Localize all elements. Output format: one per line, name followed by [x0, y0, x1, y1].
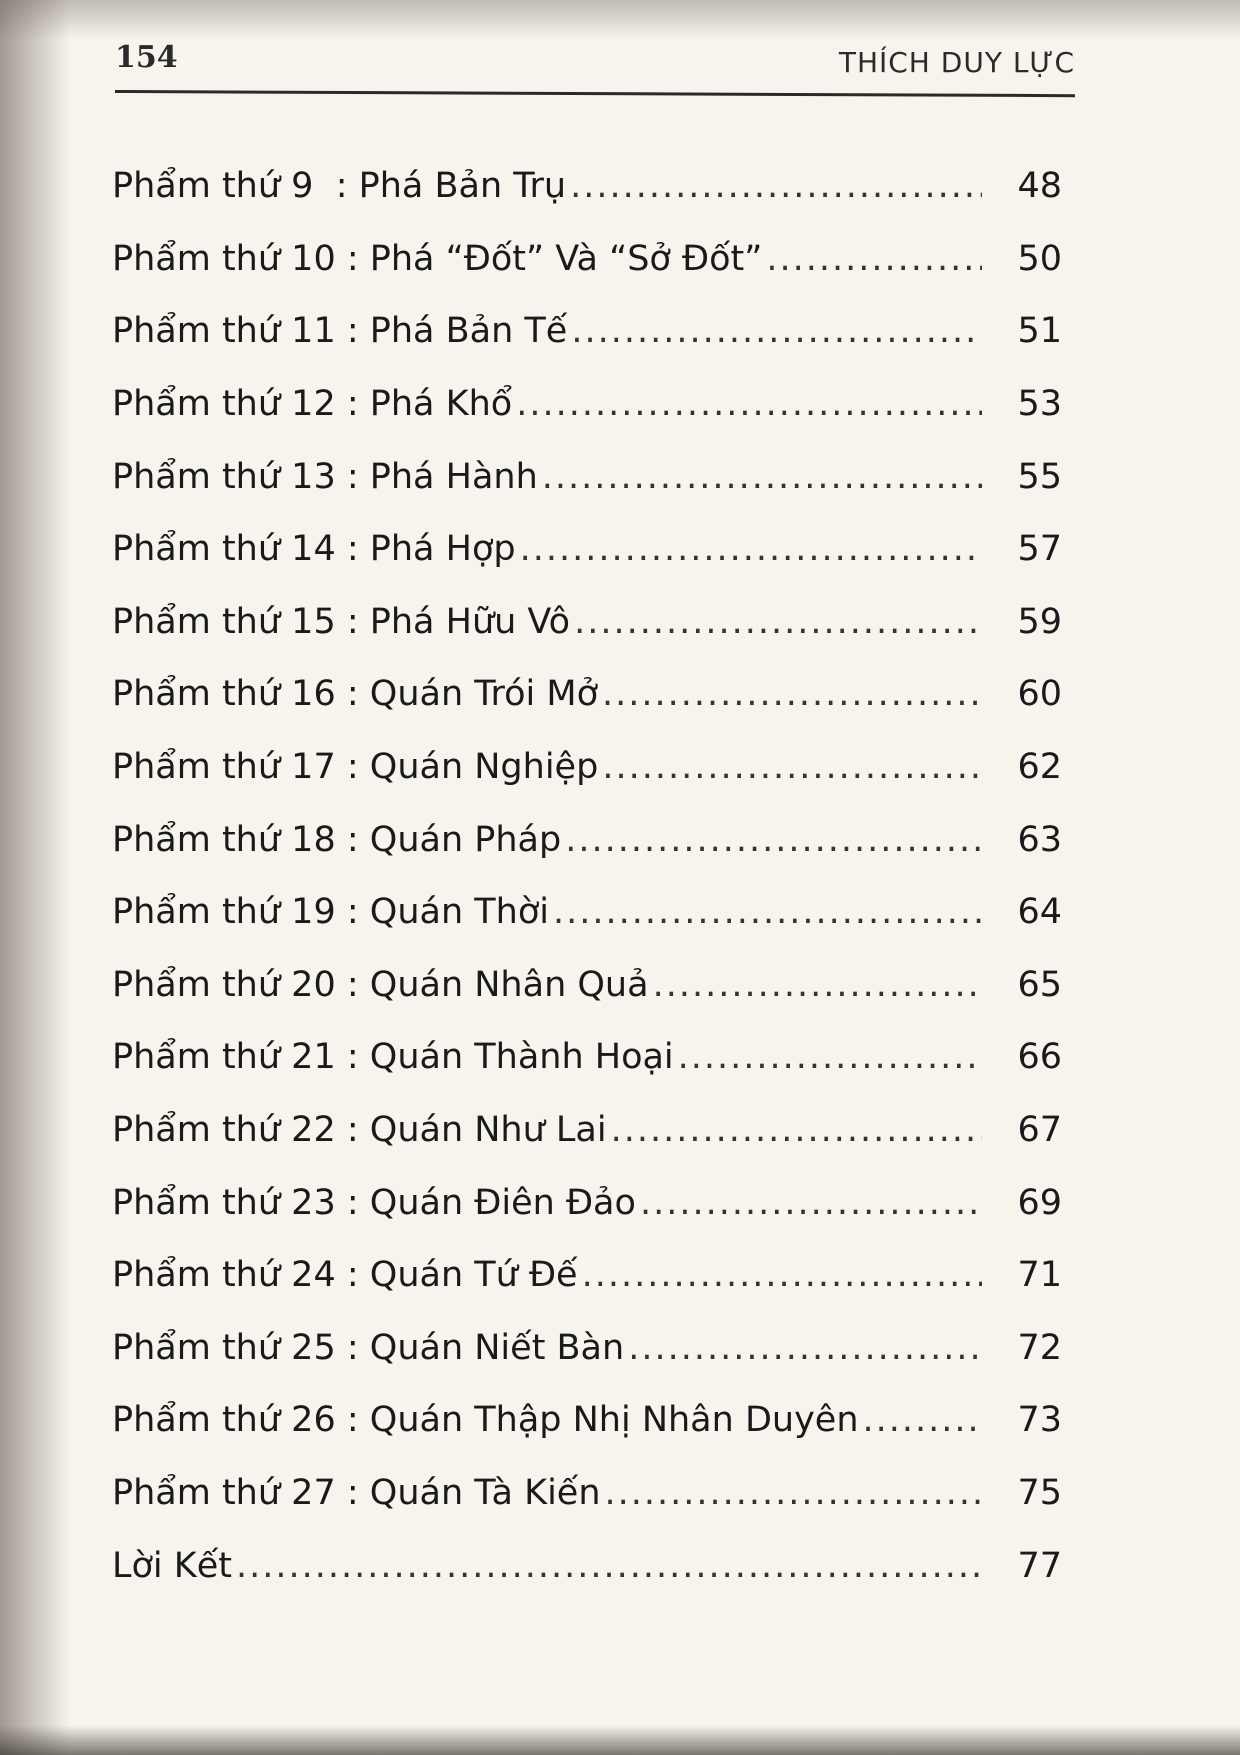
toc-leader — [571, 311, 982, 351]
toc-separator: : — [335, 1327, 370, 1368]
page-shadow-bottom — [0, 1725, 1240, 1755]
toc-separator: : — [335, 1037, 370, 1078]
toc-title: Lời Kết — [112, 1545, 232, 1586]
toc-label: Phẩm thứ 9 — [112, 166, 314, 207]
toc-separator: : — [335, 529, 370, 570]
toc-title: Phá Khổ — [369, 384, 513, 425]
toc-leader — [516, 384, 982, 424]
toc-leader — [553, 892, 982, 932]
toc-page: 48 — [1017, 166, 1062, 207]
toc-separator: : — [335, 238, 370, 279]
toc-leader — [605, 1473, 982, 1513]
toc-label: Phẩm thứ 26 — [112, 1400, 336, 1441]
toc-row — [112, 1529, 1062, 1602]
toc-leader — [236, 1546, 982, 1586]
toc-row — [112, 1094, 1062, 1167]
toc-label: Phẩm thứ 19 — [112, 892, 336, 933]
toc-title: Quán Niết Bàn — [369, 1327, 625, 1368]
toc-leader — [611, 1110, 982, 1150]
toc-label: Phẩm thứ 15 — [112, 601, 336, 642]
toc-separator: : — [313, 166, 359, 207]
toc-label: Phẩm thứ 18 — [112, 819, 336, 860]
toc-page: 60 — [1017, 674, 1062, 715]
page-shadow-left — [0, 0, 70, 1755]
page-shadow-top — [0, 0, 1240, 40]
toc-leader — [640, 1183, 982, 1223]
toc-row — [112, 731, 1062, 804]
toc-separator: : — [335, 1110, 370, 1151]
toc-leader — [628, 1328, 982, 1368]
toc-title: Quán Pháp — [369, 819, 562, 860]
toc-leader — [520, 529, 982, 569]
toc-row — [112, 1239, 1062, 1312]
toc-page: 55 — [1017, 456, 1062, 497]
toc-title: Quán Tà Kiến — [369, 1472, 601, 1513]
toc-row — [112, 1457, 1062, 1530]
toc-page: 51 — [1017, 311, 1062, 352]
toc-page: 73 — [1017, 1400, 1062, 1441]
page-header — [115, 40, 1075, 96]
toc-page: 75 — [1017, 1472, 1062, 1513]
toc-label: Phẩm thứ 10 — [112, 238, 336, 279]
toc-label: Phẩm thứ 20 — [112, 964, 336, 1005]
toc-leader — [565, 820, 982, 860]
toc-row — [112, 949, 1062, 1022]
toc-leader — [542, 457, 982, 497]
toc-row — [112, 150, 1062, 223]
toc-row — [112, 586, 1062, 659]
toc-page: 71 — [1017, 1255, 1062, 1296]
toc-page: 57 — [1017, 529, 1062, 570]
toc-title: Phá Hợp — [369, 529, 516, 570]
toc-row — [112, 658, 1062, 731]
toc-leader — [766, 239, 982, 279]
toc-leader — [582, 1255, 982, 1295]
table-of-contents — [112, 150, 1062, 1602]
toc-page: 69 — [1017, 1182, 1062, 1223]
toc-label: Phẩm thứ 25 — [112, 1327, 336, 1368]
toc-separator: : — [335, 601, 370, 642]
toc-separator: : — [335, 1255, 370, 1296]
toc-page: 65 — [1017, 964, 1062, 1005]
toc-title: Quán Nghiệp — [369, 747, 599, 788]
toc-title: Quán Thành Hoại — [369, 1037, 674, 1078]
toc-separator: : — [335, 311, 370, 352]
toc-title: Quán Nhân Quả — [369, 964, 649, 1005]
toc-label: Phẩm thứ 24 — [112, 1255, 336, 1296]
toc-title: Phá “Đốt” Và “Sở Đốt” — [369, 238, 763, 279]
toc-label: Phẩm thứ 12 — [112, 384, 336, 425]
toc-row — [112, 513, 1062, 586]
toc-page: 67 — [1017, 1110, 1062, 1151]
toc-page: 66 — [1017, 1037, 1062, 1078]
toc-row — [112, 295, 1062, 368]
toc-leader — [602, 674, 982, 714]
toc-separator: : — [335, 819, 370, 860]
toc-page: 50 — [1017, 238, 1062, 279]
toc-separator: : — [335, 1182, 370, 1223]
toc-row — [112, 876, 1062, 949]
toc-page: 59 — [1017, 601, 1062, 642]
toc-row — [112, 803, 1062, 876]
toc-leader — [653, 965, 982, 1005]
toc-title: Quán Trói Mở — [369, 674, 598, 715]
toc-title: Phá Bản Trụ — [358, 166, 567, 207]
toc-page: 64 — [1017, 892, 1062, 933]
toc-row — [112, 1166, 1062, 1239]
toc-page: 53 — [1017, 384, 1062, 425]
toc-separator: : — [335, 964, 370, 1005]
toc-row — [112, 1312, 1062, 1385]
toc-label: Phẩm thứ 13 — [112, 456, 336, 497]
toc-title: Phá Bản Tế — [369, 311, 568, 352]
toc-row — [112, 440, 1062, 513]
toc-row — [112, 1384, 1062, 1457]
toc-page: 63 — [1017, 819, 1062, 860]
toc-row — [112, 1021, 1062, 1094]
toc-title: Quán Thời — [369, 892, 549, 933]
toc-separator: : — [335, 384, 370, 425]
toc-label: Phẩm thứ 23 — [112, 1182, 336, 1223]
toc-separator: : — [335, 1472, 370, 1513]
toc-separator: : — [335, 674, 370, 715]
toc-label: Phẩm thứ 17 — [112, 747, 336, 788]
toc-title: Phá Hành — [369, 456, 538, 497]
toc-page: 77 — [1017, 1545, 1062, 1586]
toc-label: Phẩm thứ 16 — [112, 674, 336, 715]
toc-title: Quán Như Lai — [369, 1110, 607, 1151]
toc-separator: : — [335, 747, 370, 788]
toc-leader — [602, 747, 982, 787]
header-rule — [115, 90, 1075, 97]
page-number: 154 — [115, 40, 178, 75]
toc-separator: : — [335, 1400, 370, 1441]
toc-title: Quán Tứ Đế — [369, 1255, 578, 1296]
toc-title: Quán Điên Đảo — [369, 1182, 636, 1223]
toc-separator: : — [335, 892, 370, 933]
toc-label: Phẩm thứ 21 — [112, 1037, 336, 1078]
toc-page: 62 — [1017, 747, 1062, 788]
toc-leader — [570, 166, 982, 206]
toc-label: Phẩm thứ 27 — [112, 1472, 336, 1513]
toc-page: 72 — [1017, 1327, 1062, 1368]
toc-title: Phá Hữu Vô — [369, 601, 571, 642]
toc-label: Phẩm thứ 22 — [112, 1110, 336, 1151]
toc-label: Phẩm thứ 11 — [112, 311, 336, 352]
toc-row — [112, 368, 1062, 441]
toc-separator: : — [335, 456, 370, 497]
toc-row — [112, 223, 1062, 296]
running-title: THÍCH DUY LỰC — [838, 46, 1075, 79]
toc-leader — [863, 1400, 982, 1440]
toc-title: Quán Thập Nhị Nhân Duyên — [369, 1400, 859, 1441]
toc-leader — [574, 602, 982, 642]
toc-label: Phẩm thứ 14 — [112, 529, 336, 570]
toc-leader — [678, 1037, 982, 1077]
